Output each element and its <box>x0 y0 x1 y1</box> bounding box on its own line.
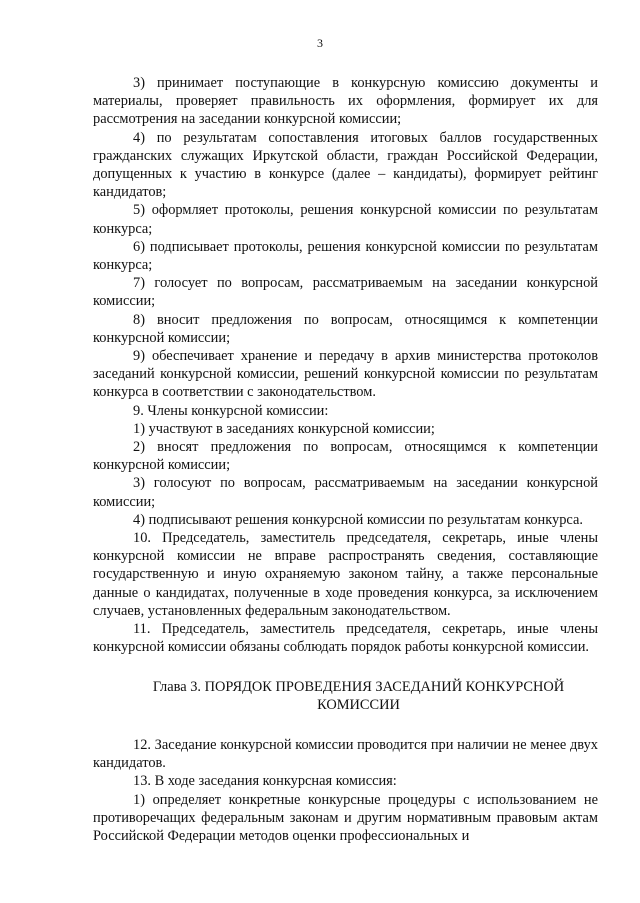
paragraph: 11. Председатель, заместитель председателя, секретарь, иные члены конкурсной комиссии обязаны соблюдать порядок работы конкурсной комиссии. <box>93 621 598 656</box>
paragraph: 6) подписывает протоколы, решения конкурсной комиссии по результатам конкурса; <box>93 238 598 274</box>
paragraph: 8) вносит предложения по вопросам, относящимся к компетенции конкурсной комиссии; <box>93 311 598 346</box>
section-chapter-3 <box>93 736 598 845</box>
paragraph: 10. Председатель, заместитель председателя, секретарь, иные члены конкурсной комиссии не вправе распространять сведения, составляющие государственную и иную охраняемую законом тайну, а также персональные данные о кандидатах, полученные в ходе проведения конкурса, за исключением случаев, установленных федеральным законодательством. <box>93 530 598 619</box>
paragraph: 5) оформляет протоколы, решения конкурсной комиссии по результатам конкурса; <box>93 202 598 237</box>
paragraph: 4) по результатам сопоставления итоговых баллов государственных гражданских служащих Иркутской области, граждан Российской Федерации, допущенных к участию в конкурсе (далее – кандидаты), формирует рейтинг кандидатов; <box>93 129 598 201</box>
chapter-heading: Глава 3. ПОРЯДОК ПРОВЕДЕНИЯ ЗАСЕДАНИЙ КОНКУРСНОЙ КОМИССИИ <box>152 678 565 713</box>
paragraph: 9. Члены конкурсной комиссии: <box>133 402 329 419</box>
paragraph: 1) определяет конкретные конкурсные процедуры с использованием не противоречащих федеральным законам и другим нормативным правовым актам Российской Федерации методов оценки профессиональных и <box>93 791 598 844</box>
paragraph: 1) участвуют в заседаниях конкурсной комиссии; <box>133 420 435 437</box>
paragraph: 2) вносят предложения по вопросам, относящимся к компетенции конкурсной комиссии; <box>93 439 598 474</box>
document-body <box>93 74 598 845</box>
paragraph: 3) голосуют по вопросам, рассматриваемым на заседании конкурсной комиссии; <box>93 475 598 510</box>
section-chapter-2-continued <box>93 74 598 657</box>
page-number: 3 <box>317 36 323 50</box>
paragraph: 4) подписывают решения конкурсной комиссии по результатам конкурса. <box>133 511 583 528</box>
paragraph: 13. В ходе заседания конкурсная комиссия: <box>133 773 397 790</box>
paragraph: 3) принимает поступающие в конкурсную комиссию документы и материалы, проверяет правильность их оформления, формирует их для рассмотрения на заседании конкурсной комиссии; <box>93 75 598 128</box>
paragraph: 9) обеспечивает хранение и передачу в архив министерства протоколов заседаний конкурсной комиссии, решений конкурсной комиссии по результатам конкурса в соответствии с законодательством. <box>93 348 598 401</box>
paragraph: 7) голосует по вопросам, рассматриваемым на заседании конкурсной комиссии; <box>93 275 598 310</box>
paragraph: 12. Заседание конкурсной комиссии проводится при наличии не менее двух кандидатов. <box>93 736 598 772</box>
